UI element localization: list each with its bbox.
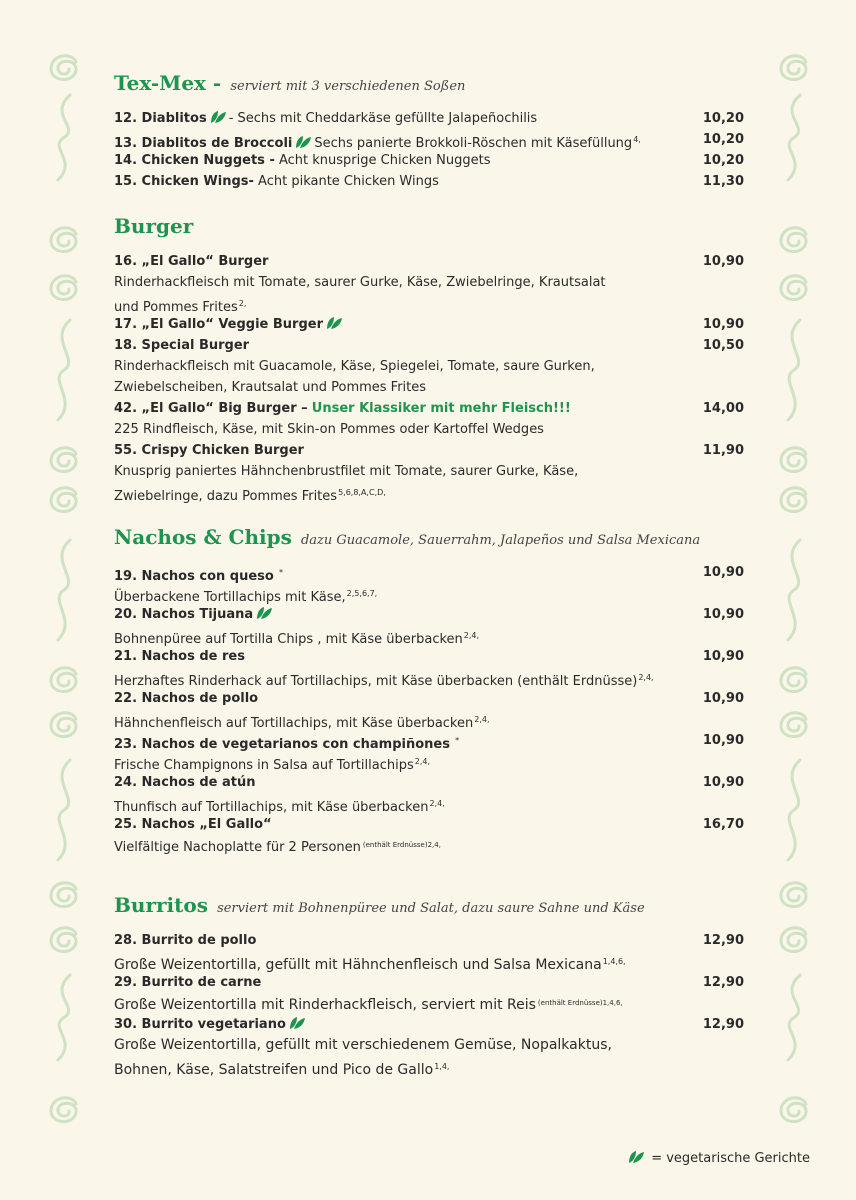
wave-ornament xyxy=(788,975,800,1060)
menu-item-description-row xyxy=(114,293,744,314)
menu-item-description-row xyxy=(114,709,744,730)
menu-item-name: 29. Burrito de carne xyxy=(114,975,262,990)
menu-item-name: 24. Nachos de atún xyxy=(114,775,256,790)
section-header xyxy=(114,211,744,241)
menu-item-row xyxy=(114,930,744,951)
menu-item-row xyxy=(114,562,744,583)
menu-item-description: Zwiebelringe, dazu Pommes Frites xyxy=(114,489,338,504)
menu-item-description-row xyxy=(114,951,744,972)
menu-item-row xyxy=(114,972,744,993)
menu-item-description: Zwiebelscheiben, Krautsalat und Pommes Frites xyxy=(114,380,427,395)
menu-item-name: 14. Chicken Nuggets - xyxy=(114,153,275,168)
menu-item-price: 10,20 xyxy=(702,153,744,168)
menu-item-description-row xyxy=(114,272,744,293)
menu-item-description-row xyxy=(114,751,744,772)
menu-item-description: Überbackene Tortillachips mit Käse, xyxy=(114,590,346,605)
section-tex-mex xyxy=(114,68,744,192)
section-subtitle: dazu Guacamole, Sauerrahm, Jalapeños und Salsa Mexicana xyxy=(300,533,701,548)
leaf-icon xyxy=(294,135,312,149)
swirl-ornament xyxy=(51,276,76,300)
swirl-ornament xyxy=(51,713,76,737)
menu-item-description-row xyxy=(114,356,744,377)
menu-item-price: 11,30 xyxy=(702,174,744,189)
section-title: Tex-Mex - xyxy=(114,71,222,95)
section-burger xyxy=(114,211,744,503)
allergen-note: (enthält Erdnüsse)2,4, xyxy=(362,841,441,849)
swirl-ornament xyxy=(51,228,76,252)
swirl-decoration-right xyxy=(774,0,814,1200)
menu-item-description-row xyxy=(114,1035,744,1056)
menu-item-price: 11,90 xyxy=(702,443,744,458)
wave-ornament xyxy=(788,95,800,180)
menu-item-name: 17. „El Gallo“ Veggie Burger xyxy=(114,317,324,332)
wave-ornament xyxy=(58,540,70,640)
additive-codes: 1,4, xyxy=(434,1062,450,1071)
swirl-ornament xyxy=(781,448,806,472)
swirl-ornament xyxy=(51,448,76,472)
menu-item-description-row xyxy=(114,793,744,814)
menu-item-description-row xyxy=(114,482,744,503)
menu-item-name: 28. Burrito de pollo xyxy=(114,933,257,948)
menu-item-description-row xyxy=(114,461,744,482)
section-nachos-chips xyxy=(114,522,744,856)
menu-item-description: Acht knusprige Chicken Nuggets xyxy=(278,153,491,168)
additive-codes: 4, xyxy=(633,135,641,144)
menu-item-name: 22. Nachos de pollo xyxy=(114,691,259,706)
menu-item-name: 42. „El Gallo“ Big Burger – xyxy=(114,401,308,416)
star-marker: * xyxy=(455,736,460,745)
menu-item-description: und Pommes Frites xyxy=(114,300,238,315)
menu-item-price: 16,70 xyxy=(702,817,744,832)
menu-item-row xyxy=(114,129,744,150)
menu-item-description-row xyxy=(114,835,744,856)
menu-item-name: 13. Diablitos de Broccoli xyxy=(114,136,293,151)
wave-ornament xyxy=(788,540,800,640)
menu-item-price: 10,90 xyxy=(702,649,744,664)
menu-item-description: Rinderhackfleisch mit Guacamole, Käse, Spiegelei, Tomate, saure Gurken, xyxy=(114,359,595,374)
menu-item-price: 10,90 xyxy=(702,691,744,706)
legend-text: = vegetarische Gerichte xyxy=(651,1151,810,1166)
menu-item-description: - Sechs mit Cheddarkäse gefüllte Jalapeñochilis xyxy=(228,111,538,126)
menu-item-description: Knusprig paniertes Hähnchenbrustfilet mit Tomate, saurer Gurke, Käse, xyxy=(114,464,579,479)
menu-item-description: 225 Rindfleisch, Käse, mit Skin-on Pommes oder Kartoffel Wedges xyxy=(114,422,544,437)
wave-ornament xyxy=(58,95,70,180)
menu-item-row xyxy=(114,814,744,835)
menu-item-row xyxy=(114,604,744,625)
swirl-ornament xyxy=(781,883,806,907)
menu-item-price: 12,90 xyxy=(702,1017,744,1032)
allergen-note: (enthält Erdnüsse)1,4,6, xyxy=(537,999,623,1007)
section-subtitle: serviert mit Bohnenpüree und Salat, dazu saure Sahne und Käse xyxy=(217,901,645,916)
item-list xyxy=(114,930,744,1077)
additive-codes: 2,4, xyxy=(463,631,480,640)
swirl-ornament xyxy=(781,56,806,80)
section-title: Burger xyxy=(114,214,194,238)
menu-item-description: Große Weizentortilla, gefüllt mit Hähnchenfleisch und Salsa Mexicana xyxy=(114,957,602,973)
menu-item-price: 10,90 xyxy=(702,565,744,580)
menu-item-name: 15. Chicken Wings- xyxy=(114,174,254,189)
menu-item-description: Thunfisch auf Tortillachips, mit Käse überbacken xyxy=(114,800,429,815)
swirl-ornament xyxy=(51,1098,76,1122)
veggie-legend xyxy=(625,1150,810,1166)
wave-ornament xyxy=(58,975,70,1060)
menu-item-description: Große Weizentortilla, gefüllt mit verschiedenem Gemüse, Nopalkaktus, xyxy=(114,1037,612,1053)
leaf-icon xyxy=(255,606,273,620)
menu-item-row xyxy=(114,335,744,356)
swirl-ornament xyxy=(51,883,76,907)
menu-item-row xyxy=(114,772,744,793)
menu-item-description: Hähnchenfleisch auf Tortillachips, mit Käse überbacken xyxy=(114,716,474,731)
wave-ornament xyxy=(788,320,800,420)
item-list xyxy=(114,562,744,856)
section-burritos xyxy=(114,890,744,1077)
additive-codes: 2,4, xyxy=(638,673,654,682)
additive-codes: 5,6,8,A,C,D, xyxy=(338,488,386,497)
swirl-decoration-left xyxy=(44,0,84,1200)
menu-item-price: 10,90 xyxy=(702,733,744,748)
swirl-ornament xyxy=(51,668,76,692)
menu-item-description-row xyxy=(114,667,744,688)
menu-item-name: 20. Nachos Tijuana xyxy=(114,607,254,622)
menu-item-description-row xyxy=(114,625,744,646)
swirl-ornament xyxy=(781,488,806,512)
leaf-icon xyxy=(325,316,343,330)
swirl-ornament xyxy=(781,928,806,952)
swirl-ornament xyxy=(781,668,806,692)
swirl-ornament xyxy=(51,488,76,512)
menu-item-name: 25. Nachos „El Gallo“ xyxy=(114,817,272,832)
menu-item-description-row xyxy=(114,583,744,604)
wave-ornament xyxy=(58,320,70,420)
menu-item-row xyxy=(114,108,744,129)
star-marker: * xyxy=(278,568,283,577)
section-header xyxy=(114,68,744,98)
menu-item-description: Frische Champignons in Salsa auf Tortillachips xyxy=(114,758,414,773)
menu-item-description: Herzhaftes Rinderhack auf Tortillachips, mit Käse überbacken (enthält Erdnüsse) xyxy=(114,674,638,689)
menu-item-row xyxy=(114,398,744,419)
menu-item-description: Bohnenpüree auf Tortilla Chips , mit Käse überbacken xyxy=(114,632,463,647)
item-list xyxy=(114,251,744,503)
section-header xyxy=(114,522,744,552)
menu-item-row xyxy=(114,314,744,335)
menu-item-name: 55. Crispy Chicken Burger xyxy=(114,443,304,458)
menu-item-price: 10,90 xyxy=(702,254,744,269)
section-subtitle: serviert mit 3 verschiedenen Soßen xyxy=(230,79,466,94)
leaf-icon xyxy=(288,1016,306,1030)
additive-codes: 2,4, xyxy=(414,757,430,766)
section-header xyxy=(114,890,744,920)
swirl-ornament xyxy=(781,1098,806,1122)
menu-item-price: 10,90 xyxy=(702,317,744,332)
menu-item-row xyxy=(114,1014,744,1035)
menu-item-row xyxy=(114,440,744,461)
menu-item-row xyxy=(114,171,744,192)
menu-item-price: 12,90 xyxy=(702,975,744,990)
menu-item-description-row xyxy=(114,993,744,1014)
section-title: Burritos xyxy=(114,893,208,917)
menu-item-name: 18. Special Burger xyxy=(114,338,250,353)
menu-item-highlight: Unser Klassiker mit mehr Fleisch!!! xyxy=(311,401,571,416)
menu-item-row xyxy=(114,646,744,667)
item-list xyxy=(114,108,744,192)
menu-item-name: 21. Nachos de res xyxy=(114,649,245,664)
swirl-ornament xyxy=(51,928,76,952)
menu-item-row xyxy=(114,251,744,272)
menu-item-description: Acht pikante Chicken Wings xyxy=(258,174,439,189)
swirl-ornament xyxy=(51,56,76,80)
menu-item-description: Sechs panierte Brokkoli-Röschen mit Käsefüllung xyxy=(314,136,633,151)
menu-item-price: 10,20 xyxy=(702,111,744,126)
menu-item-price: 14,00 xyxy=(702,401,744,416)
leaf-icon xyxy=(209,110,227,124)
menu-item-price: 10,90 xyxy=(702,607,744,622)
menu-item-row xyxy=(114,730,744,751)
menu-item-price: 12,90 xyxy=(702,933,744,948)
menu-item-price: 10,20 xyxy=(702,132,744,147)
additive-codes: 2,5,6,7, xyxy=(346,589,378,598)
menu-item-description-row xyxy=(114,419,744,440)
menu-item-description: Vielfältige Nachoplatte für 2 Personen xyxy=(114,840,361,855)
menu-item-name: 16. „El Gallo“ Burger xyxy=(114,254,269,269)
additive-codes: 2,4, xyxy=(429,799,445,808)
menu-item-description-row xyxy=(114,377,744,398)
menu-item-description: Bohnen, Käse, Salatstreifen und Pico de Gallo xyxy=(114,1062,434,1078)
menu-item-description: Rinderhackfleisch mit Tomate, saurer Gurke, Käse, Zwiebelringe, Krautsalat xyxy=(114,275,606,290)
menu-item-name: 23. Nachos de vegetarianos con champiñones xyxy=(114,737,450,752)
menu-item-name: 19. Nachos con queso xyxy=(114,569,274,584)
swirl-ornament xyxy=(781,713,806,737)
menu-item-description-row xyxy=(114,1056,744,1077)
leaf-icon xyxy=(627,1150,645,1164)
menu-item-price: 10,50 xyxy=(702,338,744,353)
menu-item-price: 10,90 xyxy=(702,775,744,790)
menu-item-name: 30. Burrito vegetariano xyxy=(114,1017,286,1032)
swirl-ornament xyxy=(781,228,806,252)
wave-ornament xyxy=(788,760,800,860)
additive-codes: 2,4, xyxy=(474,715,490,724)
menu-item-row xyxy=(114,150,744,171)
swirl-ornament xyxy=(781,276,806,300)
additive-codes: 1,4,6, xyxy=(602,957,626,966)
menu-item-name: 12. Diablitos xyxy=(114,111,207,126)
additive-codes: 2, xyxy=(238,299,247,308)
wave-ornament xyxy=(58,760,70,860)
menu-item-row xyxy=(114,688,744,709)
menu-item-description: Große Weizentortilla mit Rinderhackfleisch, serviert mit Reis xyxy=(114,997,536,1013)
section-title: Nachos & Chips xyxy=(114,525,292,549)
